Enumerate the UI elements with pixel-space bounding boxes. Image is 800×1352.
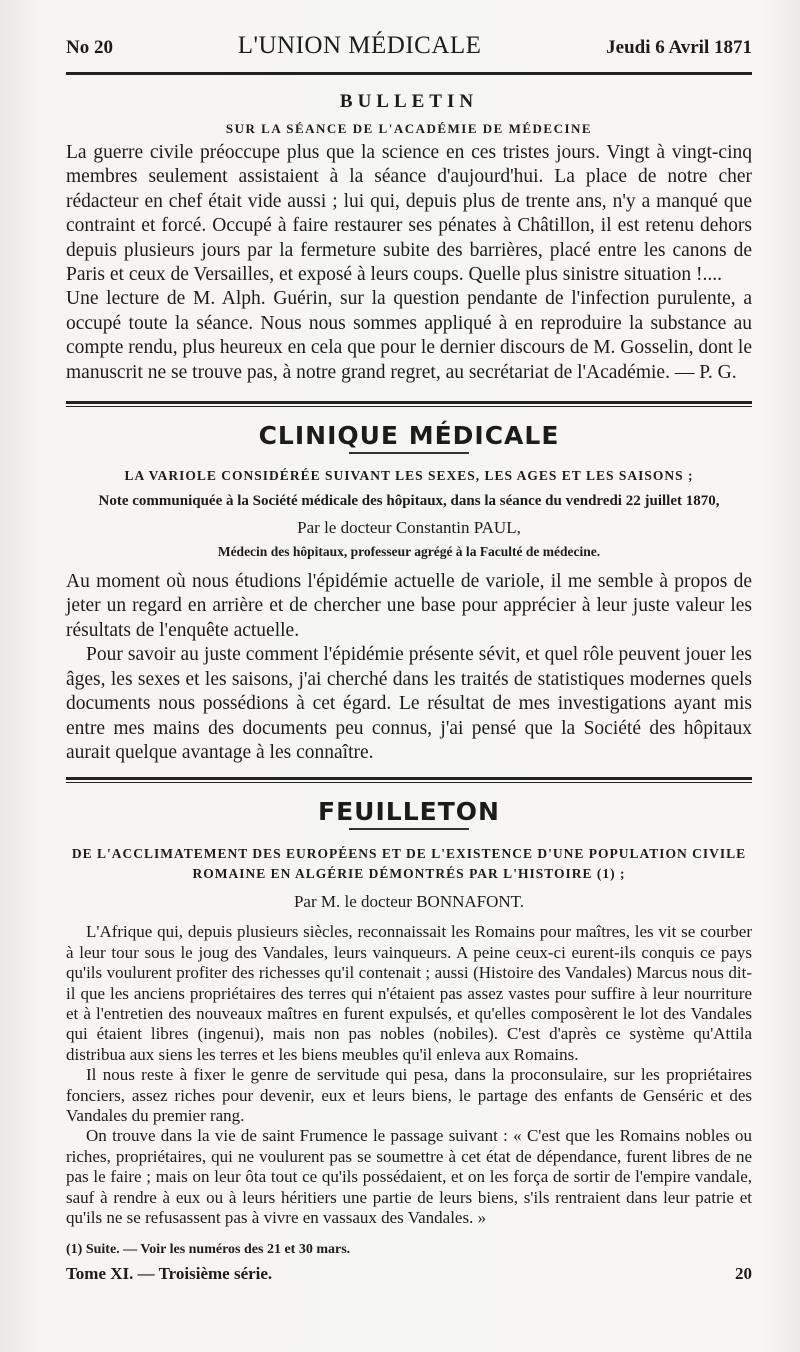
feuilleton-subtitle: DE L'ACCLIMATEMENT DES EUROPÉENS ET DE L'EXISTENCE D'UNE POPULATION CIVILE ROMAINE EN ALGÉRIE DÉMONTRÉS PAR L'HISTOIRE (1) ; <box>71 846 747 882</box>
clinique-note: Note communiquée à la Société médicale des hôpitaux, dans la séance du vendredi 22 juillet 1870, <box>98 493 720 510</box>
clinique-byline: Par le docteur Constantin PAUL, <box>297 518 521 538</box>
clinique-subtitle: LA VARIOLE CONSIDÉRÉE SUIVANT LES SEXES, LES AGES ET LES SAISONS ; <box>124 468 694 484</box>
bulletin-paragraph: La guerre civile préoccupe plus que la science en ces tristes jours. Vingt à vingt-cinq membres seulement assistaient à la séance d'aujourd'hui. La place de notre cher rédacteur en chef était vide aussi ; lui qui, depuis plus de trente ans, n'y a manqué que contraint et forcé. Occupé à faire restaurer ses pénates à Châtillon, il est retenu dehors depuis plusieurs jours par la fermeture subite des barrières, placé entre les canons de Paris et ceux de Versailles, et exposé à leurs coups. Quelle plus sinistre situation !.... <box>66 142 752 286</box>
clinique-title: CLINIQUE MÉDICALE <box>258 421 560 451</box>
feuilleton-paragraph: L'Afrique qui, depuis plusieurs siècles, reconnaissait les Romains pour maîtres, les vit se courber à leur tour sous le joug des Vandales, leurs vainqueurs. A peine ceux-ci eurent-ils conquis ce pays qu'ils voulurent profiter des richesses qu'il contenait ; aussi (Histoire des Vandales) Marcus nous dit-il que les anciens propriétaires des terres qui n'étaient pas assez vastes pour suffire à leur nourriture et à l'entretien des nouveaux maîtres en furent expulsés, et qu'elles composèrent le lot des Vandales qui étaient libres (ingenui), mais non pas nobles (nobiles). C'est d'après ce système qu'Attila distribua aux siens les terres et les biens meubles qu'il enleva aux Romains. <box>66 922 752 1064</box>
masthead-rule <box>66 72 752 75</box>
issue-number: No 20 <box>66 37 113 58</box>
feuilleton-paragraph: Il nous reste à fixer le genre de servitude qui pesa, dans la proconsulaire, sur les propriétaires fonciers, assez riches pour devenir, eux et leurs biens, le partage des enfants de Genséric et des Vandales du premier rang. <box>66 1065 752 1125</box>
volume-info: Tome XI. — Troisième série. <box>66 1264 273 1284</box>
bulletin-title: BULLETIN <box>339 91 479 112</box>
clinique-affiliation: Médecin des hôpitaux, professeur agrégé à la Faculté de médecine. <box>217 544 601 560</box>
footnote: (1) Suite. — Voir les numéros des 21 et 30 mars. <box>66 1242 351 1258</box>
bulletin-subtitle: SUR LA SÉANCE DE L'ACADÉMIE DE MÉDECINE <box>225 121 593 136</box>
clinique-paragraph: Au moment où nous étudions l'épidémie actuelle de variole, il me semble à propos de jeter un regard en arrière et de chercher une base pour apprécier à leur juste valeur les résultats de l'enquête actuelle. <box>66 571 752 641</box>
page-footer <box>66 1264 752 1284</box>
newspaper-title: L'UNION MÉDICALE <box>237 32 482 59</box>
page-number: 20 <box>735 1264 752 1284</box>
feuilleton-title: FEUILLETON <box>318 797 500 827</box>
feuilleton-paragraph: On trouve dans la vie de saint Frumence le passage suivant : « C'est que les Romains nobles ou riches, propriétaires, qui ne voulurent pas se soumettre à cet état de dépendance, furent libres de ne pas le faire ; mais on leur ôta tout ce qu'ils possédaient, et on les força de sortir de l'empire vandale, sauf à rendre à eux ou à leurs héritiers une partie de leurs biens, s'ils rentraient dans leur patrie et qu'ils ne se refusassent pas à vivre en vassaux des Vandales. » <box>66 1126 752 1227</box>
feuilleton-byline: Par M. le docteur BONNAFONT. <box>293 892 525 912</box>
bulletin-paragraph: Une lecture de M. Alph. Guérin, sur la question pendante de l'infection purulente, a occupé toute la séance. Nous nous sommes appliqué à en reproduire la substance au compte rendu, plus heureux en cela que pour le dernier discours de M. Gosselin, dont le manuscrit ne se trouve pas, à notre grand regret, au secrétariat de l'Académie. — P. G. <box>66 288 752 383</box>
clinique-paragraph: Pour savoir au juste comment l'épidémie présente sévit, et quel rôle peuvent jouer les âges, les sexes et les saisons, j'ai cherché dans les traités de statistiques modernes quels documents nous possédions à cet égard. Le résultat de mes investigations ayant mis entre mes mains des documents peu connus, j'ai pensé que la Société des hôpitaux aurait quelque avantage à les connaître. <box>66 644 752 763</box>
issue-date: Jeudi 6 Avril 1871 <box>606 37 752 58</box>
masthead <box>66 0 752 72</box>
